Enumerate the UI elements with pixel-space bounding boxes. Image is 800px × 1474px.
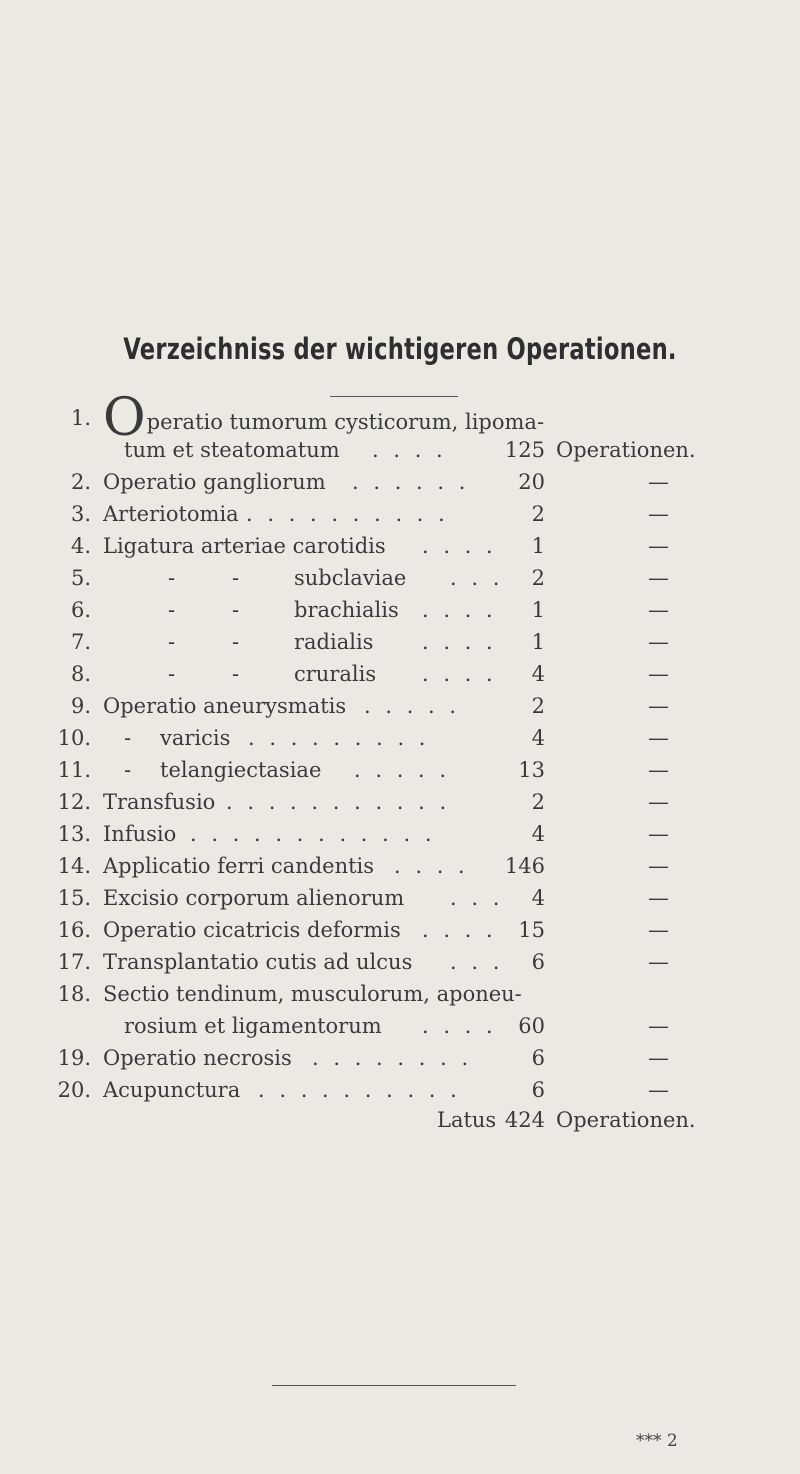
list-item bbox=[0, 1042, 800, 1074]
list-item bbox=[0, 914, 800, 946]
entry-count: 4 bbox=[531, 822, 545, 846]
list-item bbox=[0, 562, 800, 594]
entry-number: 7. bbox=[70, 630, 91, 654]
ditto-dash: — bbox=[648, 886, 669, 910]
leader-dots: . . . . . bbox=[354, 758, 451, 782]
entry-number: 20. bbox=[57, 1078, 91, 1102]
leader-dots: . . . . . . . . . . . bbox=[226, 790, 451, 814]
ditto-mark: - bbox=[232, 662, 240, 686]
list-item bbox=[0, 388, 800, 448]
ditto-dash: — bbox=[648, 1046, 669, 1070]
entry-label: telangiectasiae bbox=[160, 758, 322, 782]
ditto-mark: - bbox=[232, 630, 240, 654]
list-item bbox=[0, 850, 800, 882]
entry-count: 60 bbox=[518, 1014, 545, 1038]
leader-dots: . . . . bbox=[422, 918, 497, 942]
ditto-dash: — bbox=[648, 822, 669, 846]
entry-number: 11. bbox=[57, 758, 91, 782]
list-item bbox=[0, 754, 800, 786]
entry-label-line1: peratio tumorum cysticorum, lipoma- bbox=[146, 410, 545, 434]
leader-dots: . . . . bbox=[394, 854, 469, 878]
ditto-dash: — bbox=[648, 598, 669, 622]
total-unit: Operationen. bbox=[556, 1108, 696, 1132]
entry-number: 14. bbox=[57, 854, 91, 878]
leader-dots: . . . bbox=[450, 566, 504, 590]
ditto-dash: — bbox=[648, 918, 669, 942]
entry-number: 8. bbox=[70, 662, 91, 686]
entry-label: varicis bbox=[160, 726, 231, 750]
entry-number: 9. bbox=[70, 694, 91, 718]
list-item-continuation bbox=[0, 1010, 800, 1042]
entry-label: Arteriotomia bbox=[103, 502, 239, 526]
ditto-mark: - bbox=[168, 566, 176, 590]
entry-number: 6. bbox=[70, 598, 91, 622]
ditto-dash: — bbox=[648, 630, 669, 654]
leader-dots: . . . . bbox=[372, 438, 447, 462]
ditto-mark: - bbox=[124, 726, 132, 750]
leader-dots: . . . . . . . . . . . . bbox=[190, 822, 436, 846]
entry-count: 2 bbox=[531, 566, 545, 590]
entry-count: 2 bbox=[531, 790, 545, 814]
entry-label bbox=[103, 388, 545, 448]
total-label: Latus bbox=[437, 1108, 497, 1132]
ditto-dash: — bbox=[648, 534, 669, 558]
ditto-mark: - bbox=[168, 598, 176, 622]
entry-label: subclaviae bbox=[294, 566, 407, 590]
leader-dots: . . . . . bbox=[364, 694, 461, 718]
leader-dots: . . . . . . . . bbox=[312, 1046, 473, 1070]
entry-number: 17. bbox=[57, 950, 91, 974]
entry-label: Transfusio bbox=[103, 790, 216, 814]
ditto-mark: - bbox=[124, 758, 132, 782]
entry-label: radialis bbox=[294, 630, 374, 654]
leader-dots: . . . . bbox=[422, 1014, 497, 1038]
entry-label: Operatio necrosis bbox=[103, 1046, 292, 1070]
list-item bbox=[0, 722, 800, 754]
list-item bbox=[0, 818, 800, 850]
entry-label-line1: Sectio tendinum, musculorum, aponeu- bbox=[103, 982, 522, 1006]
ditto-mark: - bbox=[168, 630, 176, 654]
entry-count: 4 bbox=[531, 726, 545, 750]
entry-label: Excisio corporum alienorum bbox=[103, 886, 405, 910]
signature-mark: *** 2 bbox=[636, 1431, 678, 1451]
total-count: 424 bbox=[504, 1108, 545, 1132]
ditto-dash: — bbox=[648, 470, 669, 494]
entry-count: 125 bbox=[504, 438, 545, 462]
ditto-dash: — bbox=[648, 694, 669, 718]
title-rule bbox=[330, 396, 458, 397]
entry-number: 13. bbox=[57, 822, 91, 846]
entry-number: 5. bbox=[70, 566, 91, 590]
leader-dots: . . . bbox=[450, 886, 504, 910]
list-item bbox=[0, 1074, 800, 1106]
entry-count: 4 bbox=[531, 662, 545, 686]
entry-number: 12. bbox=[57, 790, 91, 814]
entry-label-line2: rosium et ligamentorum bbox=[124, 1014, 382, 1038]
entry-number: 16. bbox=[57, 918, 91, 942]
list-item bbox=[0, 658, 800, 690]
list-item bbox=[0, 946, 800, 978]
list-item bbox=[0, 466, 800, 498]
list-item bbox=[0, 786, 800, 818]
ditto-dash: — bbox=[648, 854, 669, 878]
list-item bbox=[0, 690, 800, 722]
entry-label: Operatio aneurysmatis bbox=[103, 694, 347, 718]
entry-count: 15 bbox=[518, 918, 545, 942]
entry-count: 1 bbox=[531, 534, 545, 558]
entry-label: Operatio gangliorum bbox=[103, 470, 326, 494]
leader-dots: . . . . . . . . . bbox=[248, 726, 430, 750]
entry-count: 1 bbox=[531, 598, 545, 622]
ditto-dash: — bbox=[648, 1078, 669, 1102]
ditto-mark: - bbox=[232, 566, 240, 590]
entry-label: Ligatura arteriae carotidis bbox=[103, 534, 386, 558]
list-item bbox=[0, 882, 800, 914]
entry-label: Transplantatio cutis ad ulcus bbox=[103, 950, 413, 974]
entry-number: 4. bbox=[70, 534, 91, 558]
entry-count: 146 bbox=[504, 854, 545, 878]
list-item bbox=[0, 530, 800, 562]
list-item-continuation bbox=[0, 434, 800, 466]
ditto-dash: — bbox=[648, 502, 669, 526]
leader-dots: . . . . bbox=[422, 534, 497, 558]
entry-label: Operatio cicatricis deformis bbox=[103, 918, 401, 942]
entry-number: 2. bbox=[70, 470, 91, 494]
total-row bbox=[0, 1104, 800, 1136]
ditto-dash: — bbox=[648, 662, 669, 686]
leader-dots: . . . . . . . . . . bbox=[246, 502, 449, 526]
entry-label: Acupunctura bbox=[103, 1078, 241, 1102]
entry-number: 15. bbox=[57, 886, 91, 910]
entry-unit: Operationen. bbox=[556, 438, 696, 462]
entry-count: 6 bbox=[531, 950, 545, 974]
ditto-dash: — bbox=[648, 790, 669, 814]
entry-number: 10. bbox=[57, 726, 91, 750]
list-item bbox=[0, 594, 800, 626]
leader-dots: . . . bbox=[450, 950, 504, 974]
list-item bbox=[0, 626, 800, 658]
entry-label: brachialis bbox=[294, 598, 399, 622]
bottom-rule bbox=[272, 1385, 516, 1386]
entry-count: 6 bbox=[531, 1046, 545, 1070]
ditto-dash: — bbox=[648, 1014, 669, 1038]
entry-number: 18. bbox=[57, 982, 91, 1006]
entry-number: 3. bbox=[70, 502, 91, 526]
entry-label: Infusio bbox=[103, 822, 177, 846]
ditto-dash: — bbox=[648, 758, 669, 782]
list-item bbox=[0, 978, 800, 1010]
entry-count: 20 bbox=[518, 470, 545, 494]
leader-dots: . . . . bbox=[422, 598, 497, 622]
entry-count: 2 bbox=[531, 694, 545, 718]
entry-number: 19. bbox=[57, 1046, 91, 1070]
leader-dots: . . . . bbox=[422, 630, 497, 654]
list-item bbox=[0, 498, 800, 530]
ditto-dash: — bbox=[648, 726, 669, 750]
entry-label: Applicatio ferri candentis bbox=[103, 854, 375, 878]
leader-dots: . . . . . . . . . . bbox=[258, 1078, 461, 1102]
ditto-dash: — bbox=[648, 950, 669, 974]
entry-number: 1. bbox=[70, 406, 91, 430]
entry-count: 2 bbox=[531, 502, 545, 526]
ditto-mark: - bbox=[232, 598, 240, 622]
entry-label-line2: tum et steatomatum bbox=[124, 438, 340, 462]
entry-count: 1 bbox=[531, 630, 545, 654]
drop-cap: O bbox=[103, 388, 146, 448]
entry-count: 4 bbox=[531, 886, 545, 910]
ditto-dash: — bbox=[648, 566, 669, 590]
entry-label: cruralis bbox=[294, 662, 377, 686]
leader-dots: . . . . bbox=[422, 662, 497, 686]
entry-count: 13 bbox=[518, 758, 545, 782]
page-title: Verzeichniss der wichtigeren Operationen. bbox=[123, 332, 677, 366]
leader-dots: . . . . . . bbox=[352, 470, 470, 494]
entry-count: 6 bbox=[531, 1078, 545, 1102]
ditto-mark: - bbox=[168, 662, 176, 686]
